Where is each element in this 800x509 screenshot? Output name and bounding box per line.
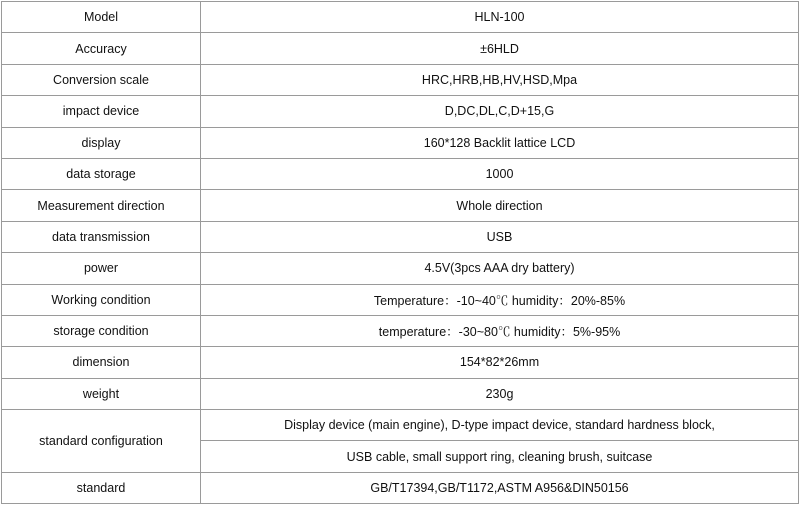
spec-row-standard [2, 472, 799, 503]
spec-label: standard configuration [2, 410, 201, 473]
spec-row-standard-configuration [2, 410, 799, 441]
spec-label: weight [2, 378, 201, 409]
spec-value: Temperature：-10~40℃ humidity：20%-85% [201, 284, 799, 315]
spec-label: Conversion scale [2, 64, 201, 95]
spec-label: dimension [2, 347, 201, 378]
spec-row-weight [2, 378, 799, 409]
spec-value: HLN-100 [201, 2, 799, 33]
spec-row-impact-device [2, 96, 799, 127]
spec-row-model [2, 2, 799, 33]
spec-value: 230g [201, 378, 799, 409]
spec-value: GB/T17394,GB/T1172,ASTM A956&DIN50156 [201, 472, 799, 503]
spec-value: HRC,HRB,HB,HV,HSD,Mpa [201, 64, 799, 95]
spec-row-conversion-scale [2, 64, 799, 95]
spec-value: temperature：-30~80℃ humidity：5%-95% [201, 315, 799, 346]
spec-row-data-transmission [2, 221, 799, 252]
spec-value: 154*82*26mm [201, 347, 799, 378]
spec-label: power [2, 253, 201, 284]
spec-label: data storage [2, 158, 201, 189]
spec-row-power [2, 253, 799, 284]
spec-label: standard [2, 472, 201, 503]
spec-row-working-condition [2, 284, 799, 315]
spec-label: storage condition [2, 315, 201, 346]
spec-value: Whole direction [201, 190, 799, 221]
spec-value: USB [201, 221, 799, 252]
spec-value: ±6HLD [201, 33, 799, 64]
spec-value: USB cable, small support ring, cleaning brush, suitcase [201, 441, 799, 472]
spec-label: Measurement direction [2, 190, 201, 221]
spec-row-storage-condition [2, 315, 799, 346]
spec-row-accuracy [2, 33, 799, 64]
spec-row-measurement-direction [2, 190, 799, 221]
spec-value: Display device (main engine), D-type impact device, standard hardness block, [201, 410, 799, 441]
spec-label: Working condition [2, 284, 201, 315]
spec-table [1, 1, 799, 504]
spec-row-display [2, 127, 799, 158]
spec-label: display [2, 127, 201, 158]
spec-label: Model [2, 2, 201, 33]
spec-value: 160*128 Backlit lattice LCD [201, 127, 799, 158]
spec-label: Accuracy [2, 33, 201, 64]
spec-label: data transmission [2, 221, 201, 252]
spec-label: impact device [2, 96, 201, 127]
spec-row-dimension [2, 347, 799, 378]
spec-value: D,DC,DL,C,D+15,G [201, 96, 799, 127]
spec-row-data-storage [2, 158, 799, 189]
spec-value: 1000 [201, 158, 799, 189]
spec-value: 4.5V(3pcs AAA dry battery) [201, 253, 799, 284]
